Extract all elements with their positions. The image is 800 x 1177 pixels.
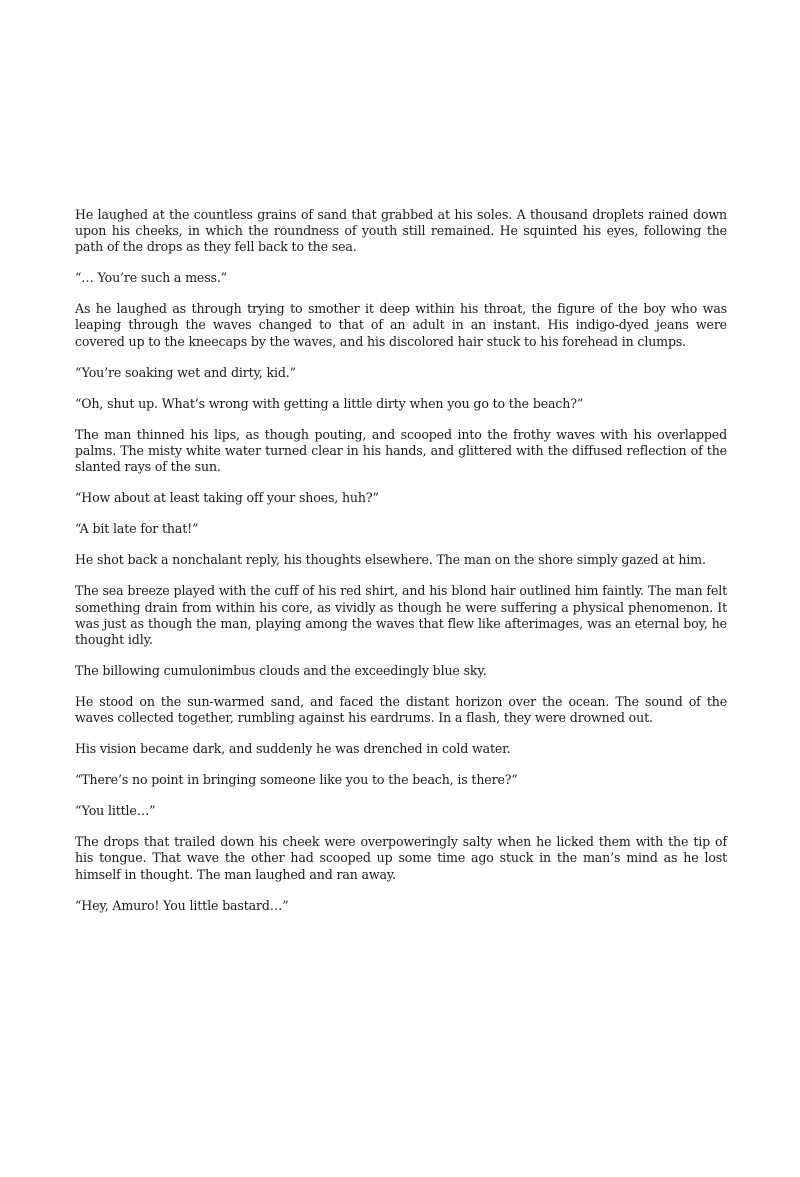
paragraph-1: He laughed at the countless grains of sand that grabbed at his soles. A thousand droplets rained down upon his cheeks, in which the roundness of youth still remained. He squinted his eyes, following the path of the drops as they fell back to the sea. xyxy=(75,207,727,255)
paragraph-15: “You little…” xyxy=(75,803,156,819)
paragraph-3: As he laughed as through trying to smother it deep within his throat, the figure of the boy who was leaping through the waves changed to that of an adult in an instant. His indigo-dyed jeans were covered up to the kneecaps by the waves, and his discolored hair stuck to his forehead in clumps. xyxy=(75,301,727,349)
paragraph-12: He stood on the sun-warmed sand, and faced the distant horizon over the ocean. The sound of the waves collected together, rumbling against his eardrums. In a flash, they were drowned out. xyxy=(75,693,727,725)
paragraph-6: The man thinned his lips, as though pouting, and scooped into the frothy waves with his overlapped palms. The misty white water turned clear in his hands, and glittered with the diffused reflection of the slanted rays of the sun. xyxy=(75,426,727,475)
paragraph-2: “… You’re such a mess.” xyxy=(75,270,227,286)
paragraph-10: The sea breeze played with the cuff of his red shirt, and his blond hair outlined him faintly. The man felt something drain from within his core, as vividly as though he were suffering a physical phenomenon. It was just as though the man, playing among the waves that flew like afterimages, was an eternal boy, he thought idly. xyxy=(75,583,727,647)
paragraph-9: He shot back a nonchalant reply, his thoughts elsewhere. The man on the shore simply gazed at him. xyxy=(75,552,706,568)
paragraph-11: The billowing cumulonimbus clouds and the exceedingly blue sky. xyxy=(75,662,487,678)
paragraph-5: “Oh, shut up. What’s wrong with getting a little dirty when you go to the beach?” xyxy=(75,395,584,411)
paragraph-16: The drops that trailed down his cheek were overpoweringly salty when he licked them with the tip of his tongue. That wave the other had scooped up some time ago stuck in the man’s mind as he lost himself in thought. The man laughed and ran away. xyxy=(75,834,727,882)
paragraph-14: “There’s no point in bringing someone like you to the beach, is there?” xyxy=(75,772,518,788)
paragraph-13: His vision became dark, and suddenly he was drenched in cold water. xyxy=(75,741,511,757)
paragraph-4: “You’re soaking wet and dirty, kid.” xyxy=(75,364,296,380)
paragraph-17: “Hey, Amuro! You little bastard…” xyxy=(75,897,289,913)
document-page xyxy=(75,207,727,929)
paragraph-8: “A bit late for that!” xyxy=(75,521,199,537)
paragraph-7: “How about at least taking off your shoes, huh?” xyxy=(75,490,379,506)
